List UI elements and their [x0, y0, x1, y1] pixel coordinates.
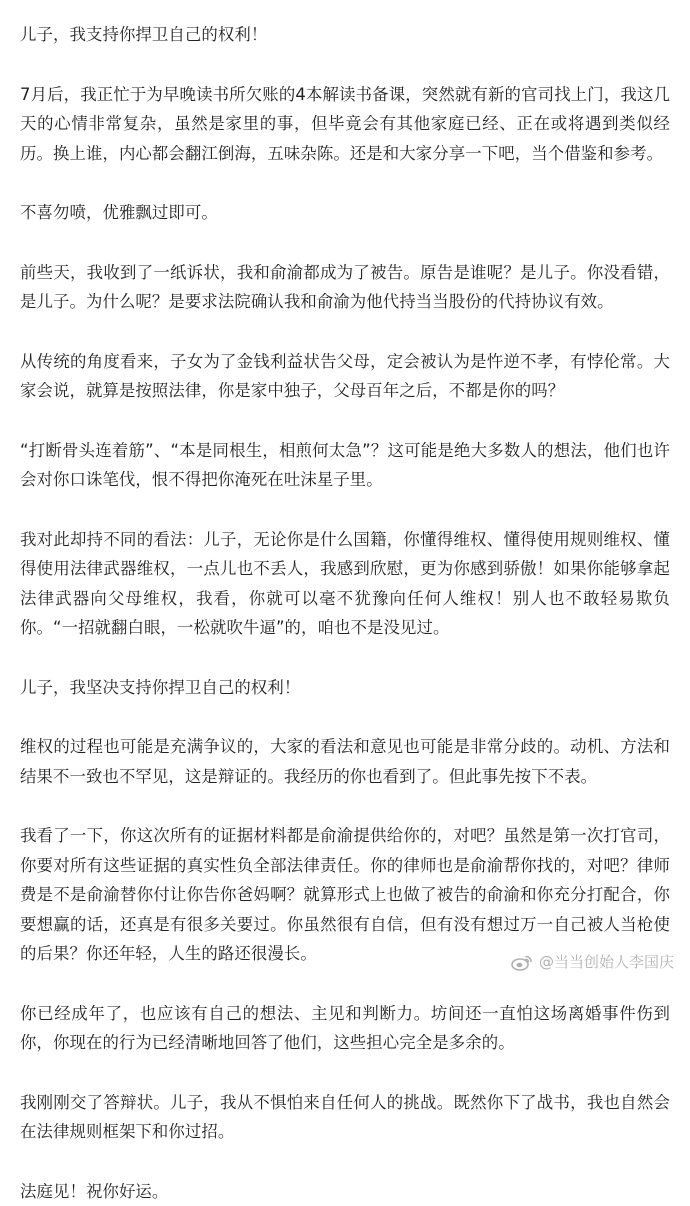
- paragraph: 我看了一下，你这次所有的证据材料都是俞渝提供给你的，对吧？虽然是第一次打官司，你要对所有这些证据的真实性负全部法律责任。你的律师也是俞渝帮你找的，对吧？律师费是不是俞渝替你付让你告你爸妈啊？就算形式上也做了被告的俞渝和你充分打配合，你要想赢的话，还真是有很多关要过。你虽然很有自信，但有没有想过万一自己被人当枪使的后果？你还年轻，人生的路还很漫长。: [20, 821, 670, 969]
- paragraph: 前些天，我收到了一纸诉状，我和俞渝都成为了被告。原告是谁呢？是儿子。你没看错，是儿子。为什么呢？是要求法院确认我和俞渝为他代持当当股份的代持协议有效。: [20, 258, 670, 317]
- paragraph: 儿子，我坚决支持你捍卫自己的权利！: [20, 673, 670, 703]
- paragraph: 我刚刚交了答辩状。儿子，我从不惧怕来自任何人的挑战。既然你下了战书，我也自然会在法律规则框架下和你过招。: [20, 1088, 670, 1147]
- paragraph: 我对此却持不同的看法：儿子，无论你是什么国籍，你懂得维权、懂得使用规则维权、懂得使用法律武器维权，一点儿也不丢人，我感到欣慰，更为你感到骄傲！如果你能够拿起法律武器向父母维权，我看，你就可以毫不犹豫向任何人维权！别人也不敢轻易欺负你。“一招就翻白眼，一松就吹牛逼”的，咱也不是没见过。: [20, 525, 670, 643]
- paragraph: 从传统的角度看来，子女为了金钱利益状告父母，定会被认为是忤逆不孝，有悖伦常。大家会说，就算是按照法律，你是家中独子，父母百年之后，不都是你的吗？: [20, 347, 670, 406]
- weibo-watermark: [511, 952, 674, 972]
- post-body: [20, 20, 670, 1206]
- paragraph: 法庭见！祝你好运。: [20, 1177, 670, 1206]
- paragraph: 你已经成年了，也应该有自己的想法、主见和判断力。坊间还一直怕这场离婚事件伤到你，你现在的行为已经清晰地回答了他们，这些担心完全是多余的。: [20, 999, 670, 1058]
- paragraph: 维权的过程也可能是充满争议的，大家的看法和意见也可能是非常分歧的。动机、方法和结果不一致也不罕见，这是辩证的。我经历的你也看到了。但此事先按下不表。: [20, 732, 670, 791]
- paragraph: “打断骨头连着筋”、“本是同根生，相煎何太急”？这可能是绝大多数人的想法，他们也许会对你口诛笔伐，恨不得把你淹死在吐沫星子里。: [20, 436, 670, 495]
- paragraph: 不喜勿喷，优雅飘过即可。: [20, 198, 670, 228]
- weibo-logo-icon: [511, 953, 533, 971]
- paragraph: 7月后，我正忙于为早晚读书所欠账的4本解读书备课，突然就有新的官司找上门，我这几天的心情非常复杂，虽然是家里的事，但毕竟会有其他家庭已经、正在或将遇到类似经历。换上谁，内心都会翻江倒海，五味杂陈。还是和大家分享一下吧，当个借鉴和参考。: [20, 80, 670, 169]
- paragraph: 儿子，我支持你捍卫自己的权利！: [20, 20, 670, 50]
- watermark-text: @当当创始人李国庆: [539, 952, 674, 972]
